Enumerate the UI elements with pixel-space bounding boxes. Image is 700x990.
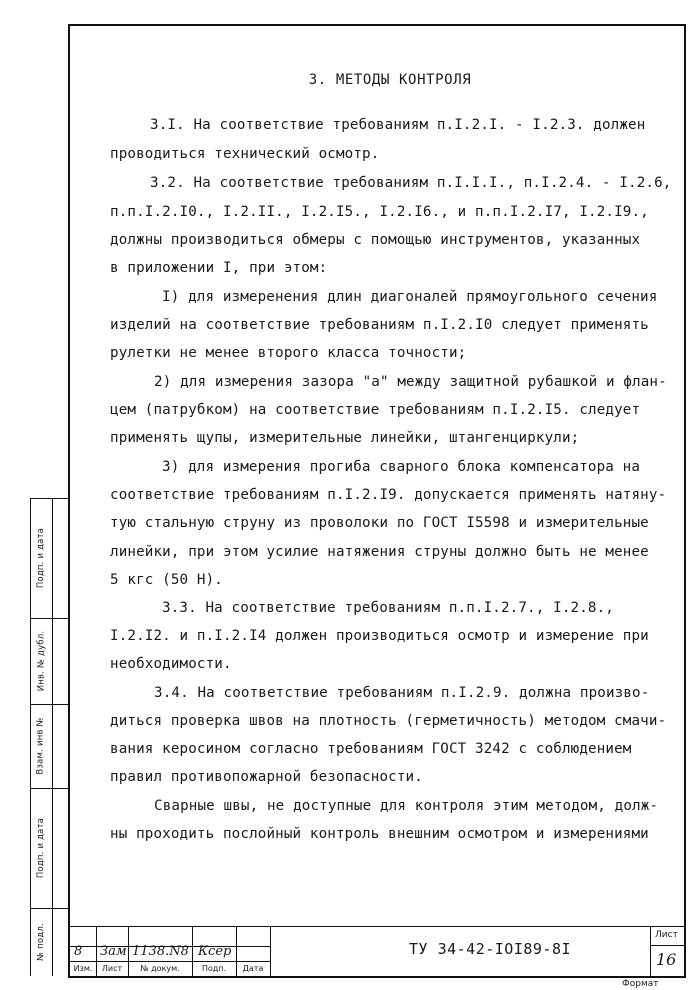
side-stamp-sign-date-1: Подп. и дата bbox=[36, 527, 46, 589]
handwritten-sheet: Зам bbox=[100, 944, 127, 959]
text-line: 5 кгс (50 Н). bbox=[110, 572, 223, 588]
text-line: 3.2. На соответствие требованиям п.I.I.I., п.I.2.4. - I.2.6, bbox=[150, 175, 672, 191]
handwritten-change: 8 bbox=[74, 944, 83, 959]
title-block-line bbox=[70, 926, 684, 927]
text-line: линейки, при этом усилие натяжения струны должно быть не менее bbox=[110, 544, 649, 560]
side-stamp-replace-inv: Взам. инв № bbox=[36, 717, 46, 775]
text-line: ны проходить послойный контроль внешним осмотром и измерениями bbox=[110, 826, 649, 842]
title-block-line bbox=[650, 945, 684, 946]
text-line: 3.4. На соответствие требованиям п.I.2.9. должна произво- bbox=[154, 685, 650, 701]
text-line: изделий на соответствие требованиям п.I.2.I0 следует применять bbox=[110, 317, 649, 333]
text-line: тую стальную струну из проволоки по ГОСТ I5598 и измерительные bbox=[110, 515, 649, 531]
label-signature: Подп. bbox=[201, 964, 227, 973]
text-line: вания керосином согласно требованиям ГОСТ 3242 с соблюдением bbox=[110, 741, 632, 757]
handwritten-signature: Ксер bbox=[198, 944, 232, 959]
side-stamp-orig-inv: № подл. bbox=[36, 923, 46, 961]
label-date: Дата bbox=[242, 964, 264, 973]
text-line: п.п.I.2.I0., I.2.II., I.2.I5., I.2.I6., и п.п.I.2.I7, I.2.I9., bbox=[110, 204, 649, 220]
frame-top-border bbox=[68, 24, 686, 26]
text-line: рулетки не менее второго класса точности; bbox=[110, 345, 467, 361]
text-line: I.2.I2. и п.I.2.I4 должен производиться осмотр и измерение при bbox=[110, 628, 649, 644]
text-line: необходимости. bbox=[110, 656, 232, 672]
label-change: Изм. bbox=[73, 964, 93, 973]
text-line: I) для измеренения длин диагоналей прямоугольного сечения bbox=[162, 289, 658, 305]
text-line: соответствие требованиям п.I.2.I9. допускается применять натяну- bbox=[110, 487, 667, 503]
text-line: должны производиться обмеры с помощью инструментов, указанных bbox=[110, 232, 641, 248]
text-line: 2) для измерения зазора "а" между защитной рубашкой и флан- bbox=[154, 374, 667, 390]
title-block-line bbox=[650, 926, 651, 976]
text-line: Сварные швы, не доступные для контроля этим методом, долж- bbox=[154, 798, 659, 814]
text-line: проводиться технический осмотр. bbox=[110, 146, 380, 162]
document-number: ТУ 34-42-IOI89-8I bbox=[408, 940, 572, 958]
section-title: 3. МЕТОДЫ КОНТРОЛЯ bbox=[308, 72, 472, 88]
frame-bottom-border bbox=[68, 976, 686, 978]
handwritten-doc-no: 1138.N8 bbox=[132, 944, 189, 959]
text-line: правил противопожарной безопасности. bbox=[110, 769, 423, 785]
text-line: цем (патрубком) на соответствие требованиям п.I.2.I5. следует bbox=[110, 402, 641, 418]
text-line: 3.3. На соответствие требованиям п.п.I.2.7., I.2.8., bbox=[162, 600, 614, 616]
frame-right-border bbox=[684, 24, 686, 978]
text-line: в приложении I, при этом: bbox=[110, 260, 328, 276]
label-doc-no: № докум. bbox=[140, 964, 180, 973]
text-line: 3) для измерения прогиба сварного блока компенсатора на bbox=[162, 459, 641, 475]
side-stamp bbox=[30, 498, 68, 976]
text-line: 3.I. На соответствие требованиям п.I.2.I. - I.2.3. должен bbox=[150, 117, 646, 133]
sheet-number: 16 bbox=[656, 950, 677, 969]
side-stamp-sign-date-2: Подп. и дата bbox=[36, 817, 46, 879]
title-block bbox=[70, 926, 684, 976]
side-stamp-line bbox=[52, 498, 53, 976]
label-sheet: Лист bbox=[101, 964, 123, 973]
frame-left-border bbox=[68, 24, 70, 978]
side-stamp-dup-inv: Инв. № дубл. bbox=[36, 630, 46, 692]
title-block-line bbox=[70, 961, 270, 962]
format-label: Формат bbox=[622, 979, 659, 989]
text-line: применять щупы, измерительные линейки, штангенциркули; bbox=[110, 430, 580, 446]
title-block-line bbox=[270, 926, 271, 976]
sheet-label: Лист bbox=[655, 930, 678, 940]
text-line: диться проверка швов на плотность (герметичность) методом смачи- bbox=[110, 713, 667, 729]
